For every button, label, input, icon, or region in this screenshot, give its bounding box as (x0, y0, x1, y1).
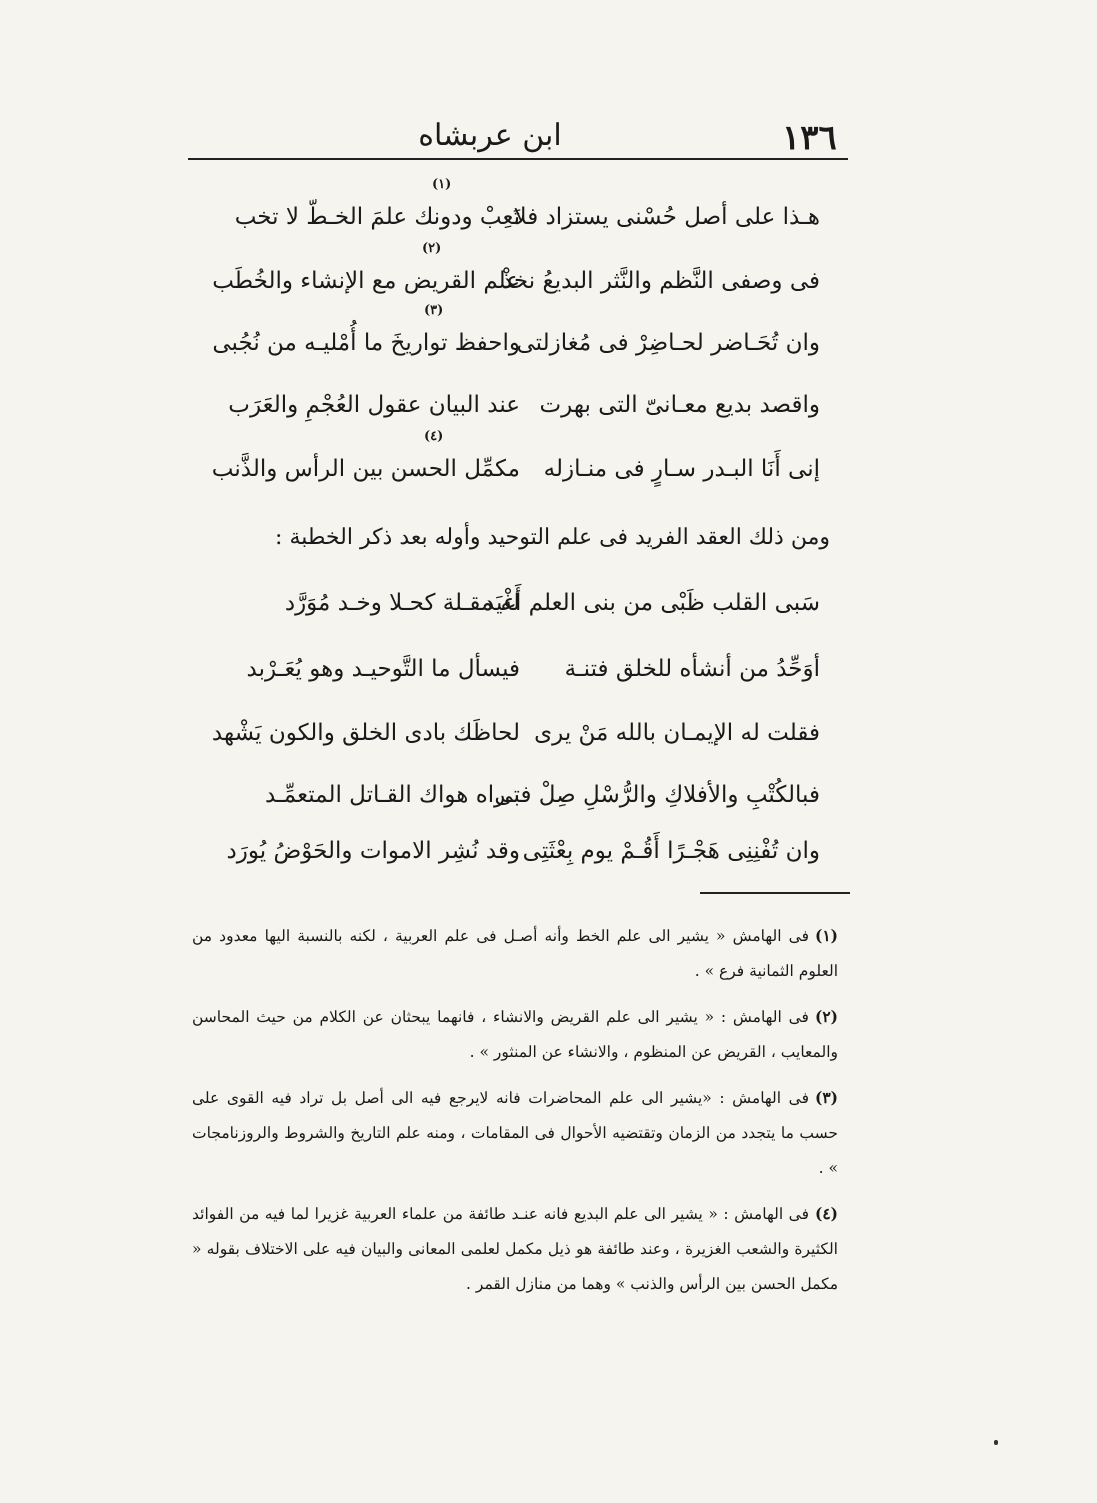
verse-second-hemistich: لحاظَك بادى الخلق والكون يَشْهد (211, 720, 520, 746)
verse-row (200, 770, 840, 820)
verse-second-hemistich: بـراه هواك القـاتل المتعمِّـد (265, 782, 520, 808)
verse-first-hemistich: واقصد بديع معـانىّ التى بهرت (539, 392, 820, 418)
verse-first-hemistich: فقلت له الإيمـان بالله مَنْ يرى (534, 720, 820, 746)
footnotes (192, 918, 838, 1312)
page-number: ١٣٦ (782, 118, 837, 158)
verse-first-hemistich: فى وصفى النَّظم والنَّثر البديعُ نخذْ (501, 268, 820, 294)
footnote-number: (٣) (814, 1088, 838, 1107)
verse-second-hemistich: وقد نُشِر الاموات والحَوْضُ يُورَد (226, 838, 520, 864)
verse-second-hemistich: له مقـلة كحـلا وخـد مُوَرَّد (284, 590, 520, 616)
verse-first-hemistich: وان تُفْنِنِى هَجْـرًا أَقُـمْ يوم بِعْثَتِى (522, 838, 820, 864)
footnote-marker: (٢) (422, 241, 442, 256)
verse-second-hemistich: علم القريض مع الإنشاء والخُطَب (212, 268, 520, 294)
footnote-marker: (٤) (424, 429, 444, 444)
running-title: ابن عربشاه (418, 118, 562, 153)
footnote-text: فى الهامش « يشير الى علم الخط وأنه أصـل فى علم العربية ، لكنه بالنسبة اليها معدود من العلوم الثمانية فرع » . (192, 927, 838, 980)
footnote (192, 918, 838, 989)
footnote-rule (700, 892, 850, 894)
header-rule (188, 158, 848, 160)
footnote-number: (٢) (814, 1007, 838, 1026)
verse-second-hemistich: واحفظ تواريخَ ما أُمْليـه من نُجُبى (212, 330, 520, 356)
footnote (192, 999, 838, 1070)
footnote-marker: (١) (432, 177, 452, 192)
verse-first-hemistich: سَبى القلب ظَبْى من بنى العلم أَغْيَد (483, 590, 820, 616)
section-intro: ومن ذلك العقد الفريد فى علم التوحيد وأوله بعد ذكر الخطبة : (275, 525, 830, 550)
footnote (192, 1080, 838, 1186)
verse-row (200, 241, 840, 306)
verse-first-hemistich: وان تُحَـاضر لحـاضِرْ فى مُغازلتى (516, 330, 820, 356)
footnote-text: فى الهامش : «يشير الى علم المحاضرات فانه لايرجع فيه الى أصل بل تراد فيه القوى على حسب ما يتجدد من الزمان وتقتضيه الأحوال فى المقامات ، ومنه علم التاريخ والشروط والروزنامجات » . (192, 1089, 838, 1177)
footnote (192, 1196, 838, 1302)
footnote-text: فى الهامش : « يشير الى علم القريض والانشاء ، فانهما يبحثان عن الكلام من حيث المحاسن والمعايب ، القريض عن المنظوم ، والانشاء عن المنثور » . (192, 1008, 838, 1061)
verse-row (200, 429, 840, 494)
verse-first-hemistich: هـذا على أصل حُسْنى يستزاد فلا (513, 204, 820, 230)
ink-speck (994, 1440, 998, 1445)
footnote-number: (١) (814, 926, 838, 945)
footnote-number: (٤) (814, 1204, 838, 1223)
verse-row (200, 826, 840, 876)
verse-row (200, 578, 840, 628)
footnote-text: فى الهامش : « يشير الى علم البديع فانه عنـد طائفة من علماء العربية غزيرا لما فيه من الفوائد الكثيرة والشعب الغزيرة ، وعند طائفة هو ذيل مكمل لعلمى المعانى والبيان فيه على الاختلاف بقوله « مكمل الحسن بين الرأس والذنب » وهما من منازل القمر . (192, 1205, 838, 1293)
verse-row (200, 708, 840, 758)
verse-first-hemistich: إنى أَنَا البـدر سـارٍ فى منـازله (543, 456, 820, 482)
verse-row (200, 644, 840, 694)
verse-second-hemistich: عند البيان عقول العُجْمِ والعَرَب (228, 392, 520, 418)
verse-row (200, 177, 840, 242)
verse-first-hemistich: أوَحِّدُ من أنشأه للخلق فتنـة (564, 656, 820, 682)
verse-second-hemistich: تَعِبْ ودونك علمَ الخـطّ لا تخب (234, 204, 520, 230)
footnote-marker: (٣) (424, 303, 444, 318)
verse-row (200, 380, 840, 430)
verse-second-hemistich: فيسأل ما التَّوحيـد وهو يُعَـرْبد (246, 656, 520, 682)
verse-second-hemistich: مكمِّل الحسن بين الرأس والذَّنب (211, 456, 520, 482)
verse-first-hemistich: فبالكُتْبِ والأفلاكِ والرُّسْلِ صِلْ فتى (494, 782, 820, 808)
verse-row (200, 303, 840, 368)
